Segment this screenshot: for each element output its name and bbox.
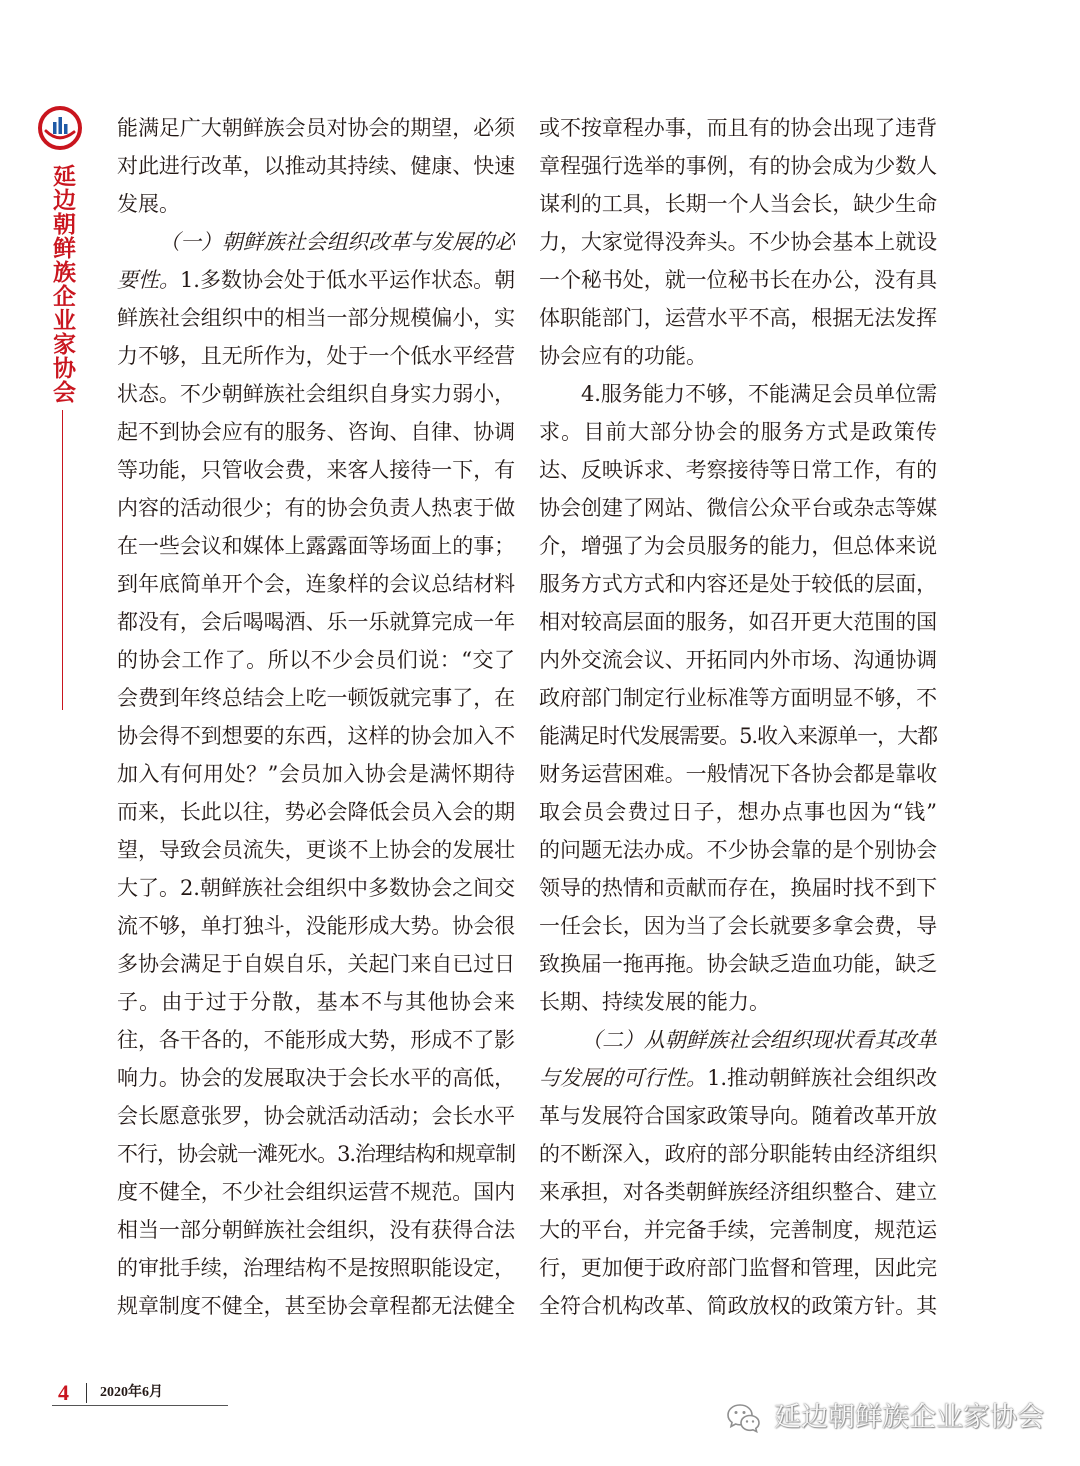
text-line: 一个秘书处，就一位秘书长在办公，没有具 [539,268,937,292]
text-line: 响力。协会的发展取决于会长水平的高低， [117,1066,515,1090]
issue-date: 2020年6月 [100,1385,163,1400]
text-line: 行，更加便于政府部门监督和管理，因此完 [539,1256,937,1280]
text-line: 达、反映诉求、考察接待等日常工作，有的 [539,458,937,482]
text-line: 不行，协会就一滩死水。3.治理结构和规章制 [117,1142,515,1166]
text-line: 取会员会费过日子，想办点事也因为“钱” [539,800,937,824]
text-line: 协会创建了网站、微信公众平台或杂志等媒 [539,496,937,520]
text-line: 度不健全，不少社会组织运营不规范。国内 [117,1180,515,1204]
text-line: 一任会长，因为当了会长就要多拿会费，导 [539,914,937,938]
text-line: 内外交流会议、开拓同内外市场、沟通协调 [539,648,937,672]
watermark-account-name: 延边朝鲜族企业家协会 [774,1402,1044,1433]
text-line: 加入有何用处？”会员加入协会是满怀期待 [117,762,515,786]
text-line: 力，大家觉得没奔头。不少协会基本上就设 [539,230,937,254]
text-line: 力不够，且无所作为，处于一个低水平经营 [117,344,515,368]
page-number: 4 [58,1380,69,1405]
text-line: 的不断深入，政府的部分职能转由经济组织 [539,1142,937,1166]
text-line: 相当一部分朝鲜族社会组织，没有获得合法 [117,1218,515,1242]
text-line: 或不按章程办事，而且有的协会出现了违背 [539,116,937,140]
footer-rule [52,1405,228,1406]
text-line: 而来，长此以往，势必会降低会员入会的期 [117,800,515,824]
text-line: 状态。不少朝鲜族社会组织自身实力弱小， [117,382,515,406]
text-line: 介，增强了为会员服务的能力，但总体来说 [539,534,937,558]
text-line: 领导的热情和贡献而存在，换届时找不到下 [539,876,937,900]
text-line: 财务运营困难。一般情况下各协会都是靠收 [539,762,937,786]
text-line: 来承担，对各类朝鲜族经济组织整合、建立 [539,1180,937,1204]
text-line: 能满足时代发展需要。5.收入来源单一，大都 [539,724,937,748]
text-line: 4.服务能力不够，不能满足会员单位需 [581,382,937,406]
text-line: 都没有，会后喝喝酒、乐一乐就算完成一年 [117,610,515,634]
text-line: 相对较高层面的服务，如召开更大范围的国 [539,610,937,634]
text-line: 鲜族社会组织中的相当一部分规模偏小，实 [117,306,515,330]
text-line: 协会应有的功能。 [539,344,707,368]
text-line: 往，各干各的，不能形成大势，形成不了影 [117,1028,515,1052]
text-line: 等功能，只管收会费，来客人接待一下，有 [117,458,515,482]
left-text-column [117,109,515,1325]
text-line: 章程强行选举的事例，有的协会成为少数人 [539,154,937,178]
text-line [539,1059,937,1097]
footer-separator [86,1383,87,1403]
text-line: 谋利的工具，长期一个人当会长，缺少生命 [539,192,937,216]
text-line: 全符合机构改革、简政放权的政策方针。其 [539,1294,937,1318]
text-line: 内容的活动很少；有的协会负责人热衷于做 [117,496,515,520]
text-line: 致换届一拖再拖。协会缺乏造血功能，缺乏 [539,952,937,976]
text-line: 子。由于过于分散，基本不与其他协会来 [117,990,515,1014]
text-line: 会长愿意张罗，协会就活动活动；会长水平 [117,1104,515,1128]
text-line: 大的平台，并完备手续，完善制度，规范运 [539,1218,937,1242]
text-line: 体职能部门，运营水平不高，根据无法发挥 [539,306,937,330]
text-line: 协会得不到想要的东西，这样的协会加入不 [117,724,515,748]
text-line: 长期、持续发展的能力。 [539,990,770,1014]
text-line [117,261,515,299]
section-heading-text: 要性。 [117,268,181,292]
text-line: 起不到协会应有的服务、咨询、自律、协调 [117,420,515,444]
text-line: 会费到年终总结会上吃一顿饭就完事了，在 [117,686,515,710]
text-line: 对此进行改革，以推动其持续、健康、快速 [117,154,515,178]
text-line: 在一些会议和媒体上露露面等场面上的事； [117,534,515,558]
section-heading-line: （二）从朝鲜族社会组织现状看其改革 [581,1028,937,1052]
text-line: 的问题无法办成。不少协会靠的是个别协会 [539,838,937,862]
text-line: 能满足广大朝鲜族会员对协会的期望，必须 [117,116,515,140]
sidebar-divider [62,410,63,710]
text-line: 的审批手续，治理结构不是按照职能设定， [117,1256,515,1280]
right-text-column [539,109,937,1325]
text-line: 望，导致会员流失，更谈不上协会的发展壮 [117,838,515,862]
text-line: 发展。 [117,192,180,216]
text-line: 政府部门制定行业标准等方面明显不够，不 [539,686,937,710]
text-line: 求。目前大部分协会的服务方式是政策传 [539,420,937,444]
body-text: 1.多数协会处于低水平运作状态。朝 [180,268,515,292]
text-line: 革与发展符合国家政策导向。随着改革开放 [539,1104,937,1128]
text-line: 大了。2.朝鲜族社会组织中多数协会之间交 [117,876,515,900]
wechat-icon [726,1403,762,1433]
text-line: 服务方式方式和内容还是处于较低的层面， [539,572,937,596]
text-line: 多协会满足于自娱自乐，关起门来自已过日 [117,952,515,976]
body-text: 1.推动朝鲜族社会组织改 [707,1066,937,1090]
text-line: 规章制度不健全，甚至协会章程都无法健全 [117,1294,515,1318]
text-line: 的协会工作了。所以不少会员们说：“交了 [117,648,515,672]
section-heading-line: （一）朝鲜族社会组织改革与发展的必 [159,230,515,254]
association-name-vertical: 延边朝鲜族企业家协会 [49,164,75,404]
text-line: 流不够，单打独斗，没能形成大势。协会很 [117,914,515,938]
section-heading-text: 与发展的可行性。 [539,1066,708,1090]
text-line: 到年底简单开个会，连象样的会议总结材料 [117,572,515,596]
association-logo-icon [35,103,85,153]
